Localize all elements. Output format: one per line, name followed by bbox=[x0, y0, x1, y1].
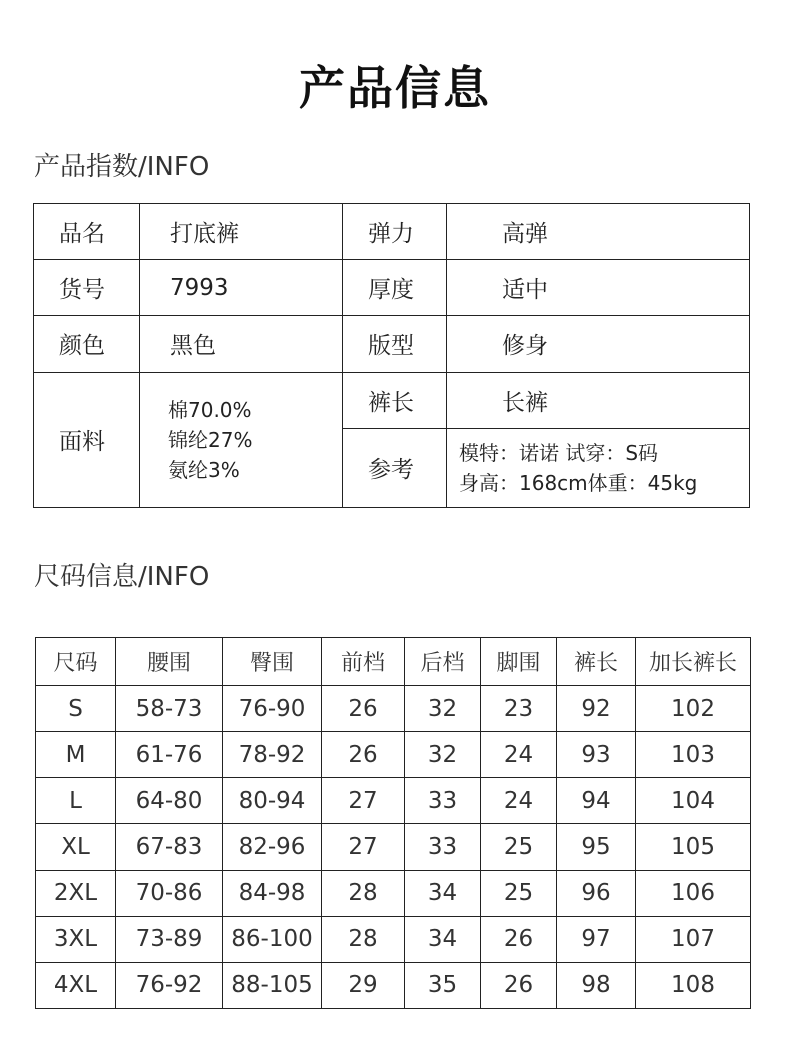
table-cell: 105 bbox=[636, 824, 751, 870]
table-cell: 23 bbox=[481, 686, 557, 732]
reference-label: 参考 bbox=[343, 428, 447, 507]
table-cell: 32 bbox=[405, 732, 481, 778]
size-table-body bbox=[36, 686, 751, 1009]
reference-line: 模特：诺诺 试穿：S码 bbox=[459, 440, 659, 465]
size-label: XL bbox=[36, 824, 116, 870]
fabric-line: 棉70.0% bbox=[168, 397, 252, 422]
table-cell: 29 bbox=[322, 962, 405, 1008]
table-cell: 86-100 bbox=[223, 916, 322, 962]
table-cell: 64-80 bbox=[116, 778, 223, 824]
table-cell: 28 bbox=[322, 916, 405, 962]
table-row bbox=[36, 916, 751, 962]
size-label: 2XL bbox=[36, 870, 116, 916]
product-info-row bbox=[34, 316, 750, 372]
info-value: 黑色 bbox=[140, 316, 343, 372]
table-cell: 76-92 bbox=[116, 962, 223, 1008]
reference-line: 身高：168cm体重：45kg bbox=[459, 470, 698, 495]
table-cell: 61-76 bbox=[116, 732, 223, 778]
table-cell: 27 bbox=[322, 824, 405, 870]
info-value: 高弹 bbox=[447, 204, 750, 260]
size-label: S bbox=[36, 686, 116, 732]
product-info-row bbox=[34, 204, 750, 260]
page-title: 产品信息 bbox=[299, 61, 491, 115]
table-cell: 67-83 bbox=[116, 824, 223, 870]
info-label: 货号 bbox=[34, 260, 140, 316]
info-value: 打底裤 bbox=[140, 204, 343, 260]
fabric-composition bbox=[140, 372, 343, 507]
column-header: 加长裤长 bbox=[636, 638, 751, 686]
info-value: 7993 bbox=[140, 260, 343, 316]
table-cell: 35 bbox=[405, 962, 481, 1008]
table-cell: 33 bbox=[405, 824, 481, 870]
table-cell: 25 bbox=[481, 870, 557, 916]
table-cell: 34 bbox=[405, 870, 481, 916]
table-cell: 88-105 bbox=[223, 962, 322, 1008]
size-label: 3XL bbox=[36, 916, 116, 962]
info-label: 颜色 bbox=[34, 316, 140, 372]
table-cell: 102 bbox=[636, 686, 751, 732]
info-value: 修身 bbox=[447, 316, 750, 372]
table-cell: 28 bbox=[322, 870, 405, 916]
table-cell: 84-98 bbox=[223, 870, 322, 916]
size-label: M bbox=[36, 732, 116, 778]
table-cell: 26 bbox=[481, 916, 557, 962]
table-cell: 32 bbox=[405, 686, 481, 732]
info-label: 厚度 bbox=[343, 260, 447, 316]
column-header: 裤长 bbox=[557, 638, 636, 686]
table-row bbox=[36, 824, 751, 870]
table-cell: 103 bbox=[636, 732, 751, 778]
table-cell: 96 bbox=[557, 870, 636, 916]
table-cell: 27 bbox=[322, 778, 405, 824]
table-row bbox=[36, 732, 751, 778]
table-cell: 98 bbox=[557, 962, 636, 1008]
table-cell: 104 bbox=[636, 778, 751, 824]
product-info-table bbox=[33, 203, 750, 508]
table-cell: 95 bbox=[557, 824, 636, 870]
table-cell: 78-92 bbox=[223, 732, 322, 778]
column-header: 后档 bbox=[405, 638, 481, 686]
info-label: 弹力 bbox=[343, 204, 447, 260]
table-cell: 34 bbox=[405, 916, 481, 962]
table-cell: 73-89 bbox=[116, 916, 223, 962]
size-table bbox=[35, 637, 751, 1009]
table-cell: 70-86 bbox=[116, 870, 223, 916]
table-cell: 26 bbox=[322, 686, 405, 732]
fabric-line: 氨纶3% bbox=[168, 457, 240, 482]
table-cell: 94 bbox=[557, 778, 636, 824]
table-cell: 33 bbox=[405, 778, 481, 824]
table-cell: 76-90 bbox=[223, 686, 322, 732]
table-row bbox=[36, 778, 751, 824]
table-row bbox=[36, 686, 751, 732]
product-info-heading: 产品指数/INFO bbox=[34, 152, 210, 182]
table-cell: 107 bbox=[636, 916, 751, 962]
table-cell: 58-73 bbox=[116, 686, 223, 732]
table-cell: 93 bbox=[557, 732, 636, 778]
table-cell: 26 bbox=[481, 962, 557, 1008]
table-cell: 26 bbox=[322, 732, 405, 778]
table-cell: 80-94 bbox=[223, 778, 322, 824]
table-cell: 24 bbox=[481, 778, 557, 824]
column-header: 臀围 bbox=[223, 638, 322, 686]
column-header: 腰围 bbox=[116, 638, 223, 686]
column-header: 尺码 bbox=[36, 638, 116, 686]
table-cell: 97 bbox=[557, 916, 636, 962]
info-label: 裤长 bbox=[343, 372, 447, 428]
info-value: 适中 bbox=[447, 260, 750, 316]
product-info-row bbox=[34, 260, 750, 316]
info-label: 品名 bbox=[34, 204, 140, 260]
table-cell: 92 bbox=[557, 686, 636, 732]
table-cell: 106 bbox=[636, 870, 751, 916]
table-cell: 25 bbox=[481, 824, 557, 870]
table-row bbox=[36, 870, 751, 916]
size-table-header-row bbox=[36, 638, 751, 686]
table-cell: 82-96 bbox=[223, 824, 322, 870]
size-info-heading: 尺码信息/INFO bbox=[34, 562, 210, 592]
reference-value bbox=[447, 428, 750, 507]
fabric-line: 锦纶27% bbox=[168, 427, 253, 452]
info-label: 版型 bbox=[343, 316, 447, 372]
column-header: 脚围 bbox=[481, 638, 557, 686]
fabric-label: 面料 bbox=[34, 372, 140, 507]
table-cell: 24 bbox=[481, 732, 557, 778]
size-label: 4XL bbox=[36, 962, 116, 1008]
size-label: L bbox=[36, 778, 116, 824]
product-info-row bbox=[34, 372, 750, 428]
info-value: 长裤 bbox=[447, 372, 750, 428]
table-cell: 108 bbox=[636, 962, 751, 1008]
table-row bbox=[36, 962, 751, 1008]
column-header: 前档 bbox=[322, 638, 405, 686]
